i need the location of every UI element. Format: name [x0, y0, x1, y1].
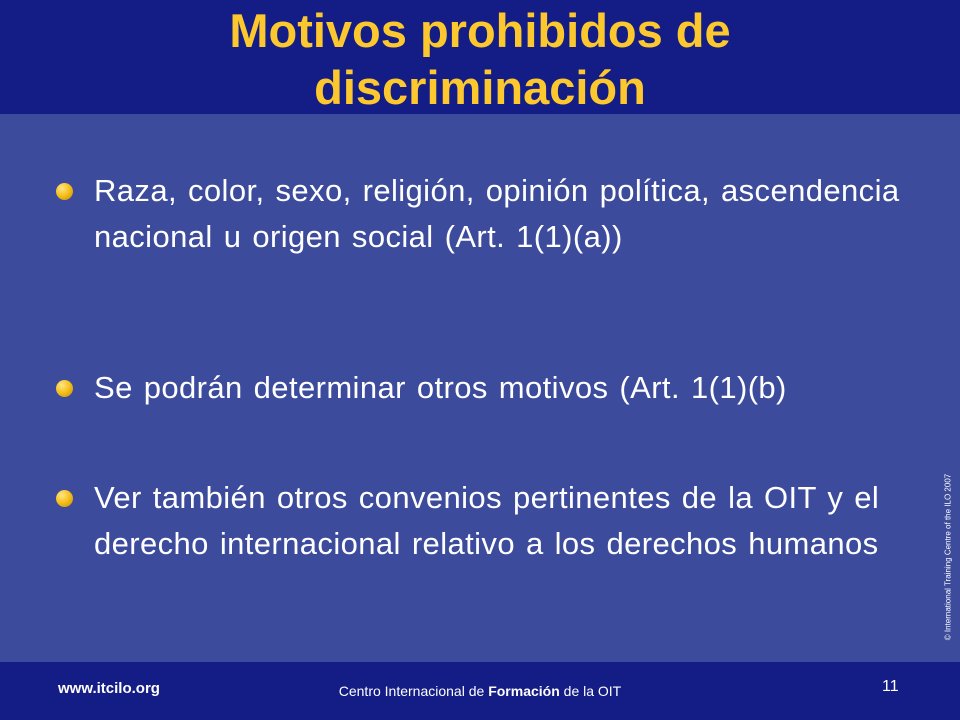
slide-title-line-2: discriminación	[314, 61, 646, 114]
organization-name-suffix: de la OIT	[559, 683, 622, 699]
copyright-text: © International Training Centre of the ILO 2007	[943, 473, 953, 641]
bullet-text: Raza, color, sexo, religión, opinión política, ascendencia nacional u origen social (Art. 1(1)(a))	[94, 173, 900, 254]
bullet-text: Se podrán determinar otros motivos (Art. 1(1)(b)	[94, 370, 787, 405]
slide-title	[0, 2, 960, 116]
website-link[interactable]: www.itcilo.org	[58, 680, 160, 697]
organization-name-bold: Formación	[488, 683, 560, 699]
bullet-icon	[56, 490, 73, 507]
bullet-icon	[56, 183, 73, 200]
organization-name-prefix: Centro Internacional de	[338, 683, 489, 699]
organization-name	[0, 683, 960, 699]
bullet-item	[56, 365, 906, 411]
slide-title-line-1: Motivos prohibidos de	[229, 4, 731, 57]
bullet-icon	[56, 380, 73, 397]
bullet-text: Ver también otros convenios pertinentes de la OIT y el derecho internacional relativo a los derechos humanos	[94, 480, 880, 561]
bullet-item	[56, 475, 906, 567]
bullet-item	[56, 168, 906, 260]
page-number: 11	[882, 678, 899, 695]
